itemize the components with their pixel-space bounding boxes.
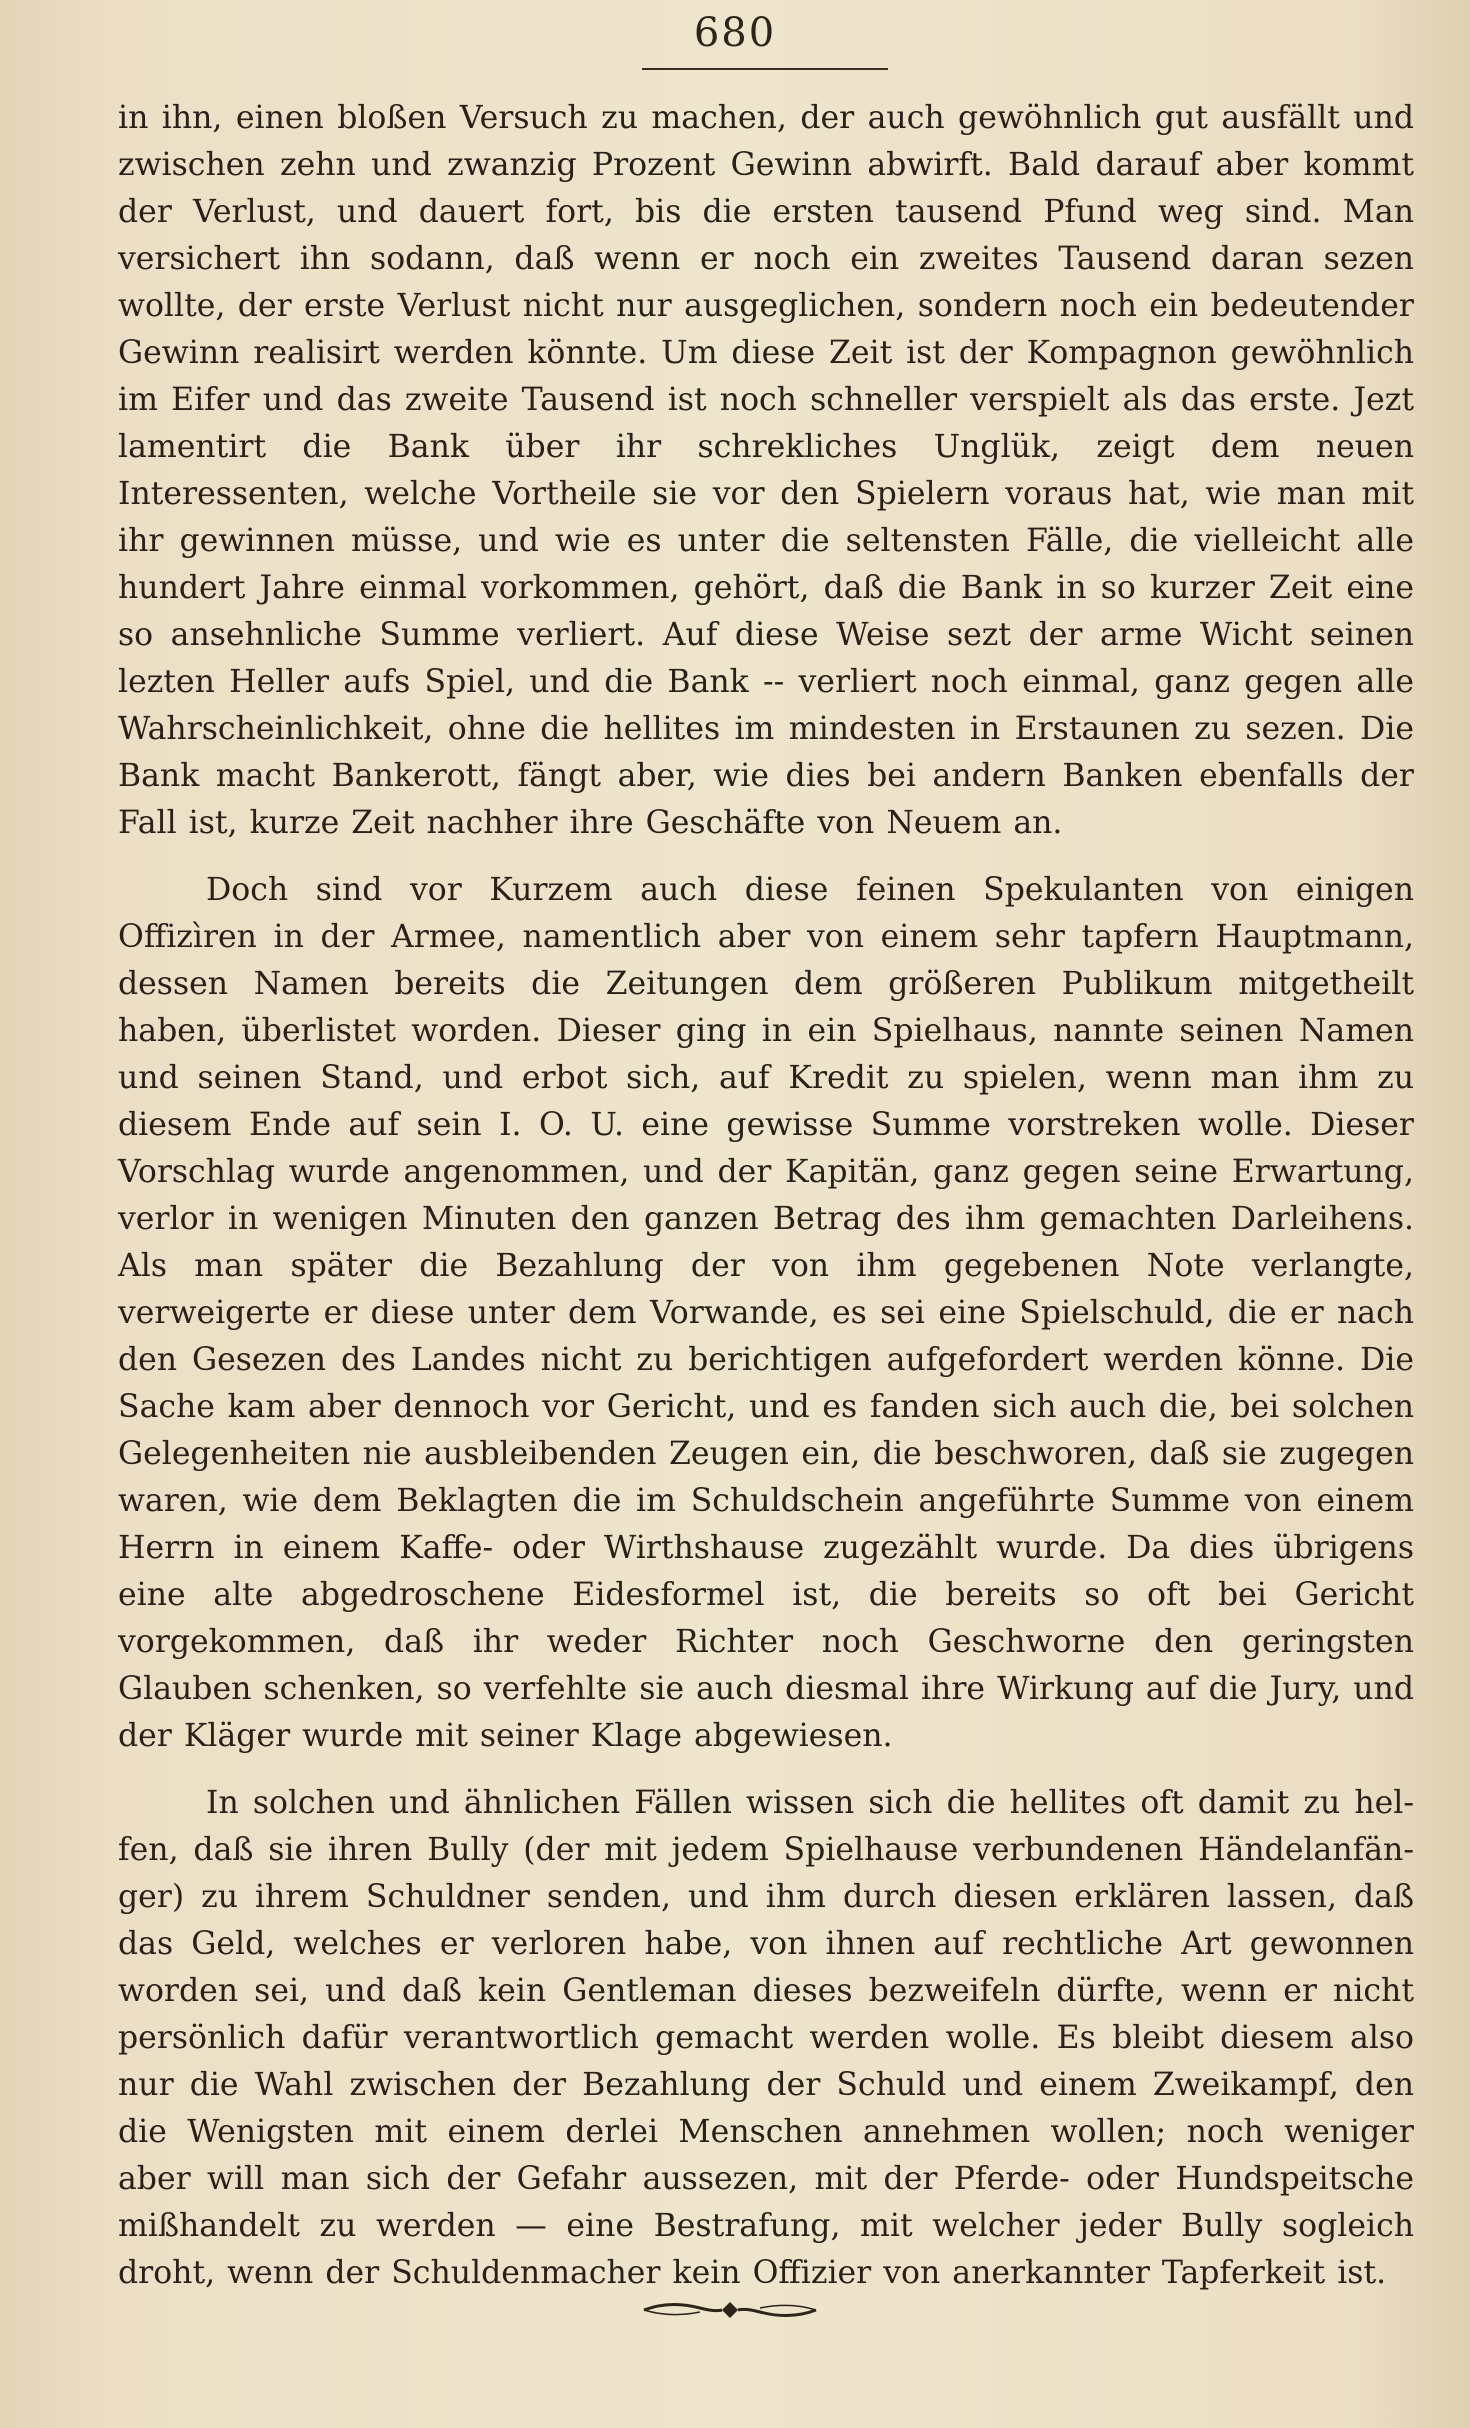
- page-number: 680: [693, 10, 777, 56]
- paragraph-3: In solchen und ähnlichen Fällen wissen sich die hellites oft damit zu helfen, daß sie ihren Bully (der mit jedem Spielhause verbundenen Händelanfänger) zu ihrem Schuldner senden, und ihm durch diesen erklären lassen, daß das Geld, welches er verloren habe, von ihnen auf rechtliche Art gewonnen worden sei, und daß kein Gentleman dieses bezweifeln dürfte, wenn er nicht persönlich dafür verantwortlich gemacht werden wolle. Es bleibt diesem also nur die Wahl zwischen der Bezahlung der Schuld und einem Zweikampf, den die Wenigsten mit einem derlei Menschen annehmen wollen; noch weniger aber will man sich der Gefahr aussezen, mit der Pferde- oder Hundspeitsche mißhandelt zu werden — eine Bestrafung, mit welcher jeder Bully sogleich droht, wenn der Schuldenmacher kein Offizier von anerkannter Tapferkeit ist.: [118, 1785, 1414, 2291]
- paragraph-1: in ihn, einen bloßen Versuch zu machen, der auch gewöhnlich gut ausfällt und zwischen zehn und zwanzig Prozent Gewinn abwirft. Bald darauf aber kommt der Verlust, und dauert fort, bis die ersten tausend Pfund weg sind. Man versichert ihn sodann, daß wenn er noch ein zweites Tausend daran sezen wollte, der erste Verlust nicht nur ausgeglichen, sondern noch ein bedeutender Gewinn realisirt werden könnte. Um diese Zeit ist der Kompagnon gewöhnlich im Eifer und das zweite Tausend ist noch schneller verspielt als das erste. Jezt lamentirt die Bank über ihr schrekliches Unglük, zeigt dem neuen Interessenten, welche Vortheile sie vor den Spielern voraus hat, wie man mit ihr gewinnen müsse, und wie es unter die seltensten Fälle, die vielleicht alle hundert Jahre einmal vorkommen, gehört, daß die Bank in so kurzer Zeit eine so ansehnliche Summe verliert. Auf diese Weise sezt der arme Wicht seinen lezten Heller aufs Spiel, und die Bank -- verliert noch einmal, ganz gegen alle Wahrscheinlichkeit, ohne die hellites im mindesten in Erstaunen zu sezen. Die Bank macht Bankerott, fängt aber, wie dies bei andern Banken ebenfalls der Fall ist, kurze Zeit nachher ihre Geschäfte von Neuem an.: [118, 100, 1414, 841]
- header-rule: [642, 68, 888, 70]
- tailpiece-ornament: [640, 2298, 820, 2322]
- body-text: [118, 95, 1414, 2297]
- paragraph-2: Doch sind vor Kurzem auch diese feinen Spekulanten von einigen Offizìren in der Armee, namentlich aber von einem sehr tapfern Hauptmann, dessen Namen bereits die Zeitungen dem größeren Publikum mitgetheilt haben, überlistet worden. Dieser ging in ein Spielhaus, nannte seinen Namen und seinen Stand, und erbot sich, auf Kredit zu spielen, wenn man ihm zu diesem Ende auf sein I. O. U. eine gewisse Summe vorstreken wolle. Dieser Vorschlag wurde angenommen, und der Kapitän, ganz gegen seine Erwartung, verlor in wenigen Minuten den ganzen Betrag des ihm gemachten Darleihens. Als man später die Bezahlung der von ihm gegebenen Note verlangte, verweigerte er diese unter dem Vorwande, es sei eine Spielschuld, die er nach den Gesezen des Landes nicht zu berichtigen aufgefordert werden könne. Die Sache kam aber dennoch vor Gericht, und es fanden sich auch die, bei solchen Gelegenheiten nie ausbleibenden Zeugen ein, die beschworen, daß sie zugegen waren, wie dem Beklagten die im Schuldschein angeführte Summe von einem Herrn in einem Kaffe- oder Wirthshause zugezählt wurde. Da dies übrigens eine alte abgedroschene Eidesformel ist, die bereits so oft bei Gericht vorgekommen, daß ihr weder Richter noch Geschworne den geringsten Glauben schenken, so verfehlte sie auch diesmal ihre Wirkung auf die Jury, und der Kläger wurde mit seiner Klage abgewiesen.: [118, 872, 1414, 1754]
